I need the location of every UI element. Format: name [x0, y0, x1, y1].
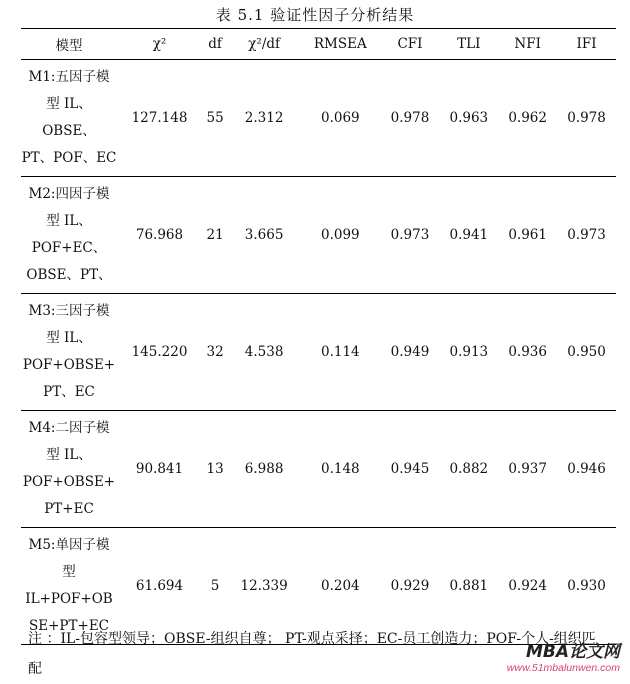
- value-cell: 0.204: [320, 578, 360, 594]
- model-line: M2:四因子模: [28, 186, 110, 202]
- model-line: M1:五因子模: [28, 69, 110, 85]
- value-cell: 0.973: [390, 227, 430, 243]
- column-header: χ²/df: [248, 36, 281, 52]
- model-line: 型: [62, 564, 76, 580]
- model-cell: [21, 294, 117, 411]
- value-cell: 0.913: [449, 344, 489, 360]
- value-cell: 0.973: [567, 227, 606, 243]
- model-line: M5:单因子模: [28, 537, 110, 553]
- value-cell: 32: [206, 344, 224, 360]
- value-cell: 0.936: [508, 344, 547, 360]
- model-line: M4:二因子模: [28, 420, 110, 436]
- value-cell: 0.950: [567, 344, 606, 360]
- model-line: POF+EC、: [31, 240, 107, 256]
- value-cell: 61.694: [135, 578, 184, 594]
- value-cell: 55: [206, 110, 224, 126]
- value-cell: 0.099: [320, 227, 360, 243]
- model-line: 型 IL、: [46, 330, 92, 346]
- value-cell: 0.946: [567, 461, 606, 477]
- table-body: [21, 60, 616, 645]
- value-cell: 0.929: [390, 578, 430, 594]
- column-header: IFI: [576, 36, 597, 52]
- cfa-results-table: [21, 28, 616, 645]
- value-cell: 0.924: [508, 578, 547, 594]
- model-line: POF+OBSE+: [22, 474, 116, 490]
- model-line: 型 IL、: [46, 447, 92, 463]
- table-row: [21, 294, 616, 411]
- value-cell: 127.148: [131, 110, 188, 126]
- column-header: CFI: [397, 36, 423, 52]
- value-cell: 0.937: [508, 461, 547, 477]
- watermark-logo-text: MBA论文网: [525, 642, 620, 662]
- table-row: [21, 411, 616, 528]
- value-cell: 13: [206, 461, 224, 477]
- column-header: NFI: [514, 36, 541, 52]
- watermark-url: www.51mbalunwen.com: [506, 662, 620, 674]
- watermark: [507, 637, 620, 674]
- model-cell: [21, 411, 117, 528]
- column-header: RMSEA: [313, 36, 367, 52]
- model-line: PT、POF、EC: [21, 150, 117, 166]
- model-line: PT、EC: [43, 384, 95, 400]
- value-cell: 145.220: [131, 344, 188, 360]
- column-header: χ²: [152, 36, 167, 52]
- model-line: IL+POF+OB: [25, 591, 113, 607]
- value-cell: 0.882: [449, 461, 489, 477]
- table-title: 表 5.1 验证性因子分析结果: [215, 6, 415, 24]
- model-line: 型 IL、OBSE、: [42, 96, 96, 139]
- table-note: 注 ：IL-包容型领导；OBSE-组织自尊； PT-观点采择；EC-员工创造力；POF-个人-组织匹配: [28, 631, 596, 677]
- model-line: POF+OBSE+: [22, 357, 116, 373]
- value-cell: 2.312: [244, 110, 284, 126]
- value-cell: 0.962: [508, 110, 547, 126]
- column-header: df: [208, 36, 222, 52]
- model-cell: [21, 177, 117, 294]
- table-row: [21, 60, 616, 177]
- value-cell: 0.941: [449, 227, 489, 243]
- model-line: 型 IL、: [46, 213, 92, 229]
- table-row: [21, 177, 616, 294]
- model-line: M3:三因子模: [28, 303, 110, 319]
- value-cell: 0.978: [390, 110, 430, 126]
- value-cell: 0.881: [449, 578, 489, 594]
- value-cell: 21: [206, 227, 224, 243]
- model-line: OBSE、PT、: [26, 267, 112, 283]
- value-cell: 6.988: [244, 461, 284, 477]
- column-header: TLI: [457, 36, 481, 52]
- model-line: PT+EC: [44, 501, 94, 517]
- value-cell: 0.945: [390, 461, 430, 477]
- model-line: SE+PT+EC: [29, 618, 109, 634]
- value-cell: 0.148: [320, 461, 360, 477]
- value-cell: 0.949: [390, 344, 430, 360]
- value-cell: 0.978: [567, 110, 606, 126]
- value-cell: 4.538: [244, 344, 284, 360]
- value-cell: 76.968: [135, 227, 184, 243]
- table-header-row: [21, 29, 616, 60]
- value-cell: 0.961: [508, 227, 547, 243]
- value-cell: 5: [210, 578, 220, 594]
- value-cell: 90.841: [135, 461, 184, 477]
- value-cell: 0.114: [320, 344, 360, 360]
- value-cell: 0.930: [567, 578, 606, 594]
- value-cell: 12.339: [240, 578, 288, 594]
- value-cell: 3.665: [244, 227, 284, 243]
- value-cell: 0.069: [320, 110, 360, 126]
- column-header: 模型: [55, 38, 83, 54]
- value-cell: 0.963: [449, 110, 489, 126]
- model-cell: [21, 60, 117, 177]
